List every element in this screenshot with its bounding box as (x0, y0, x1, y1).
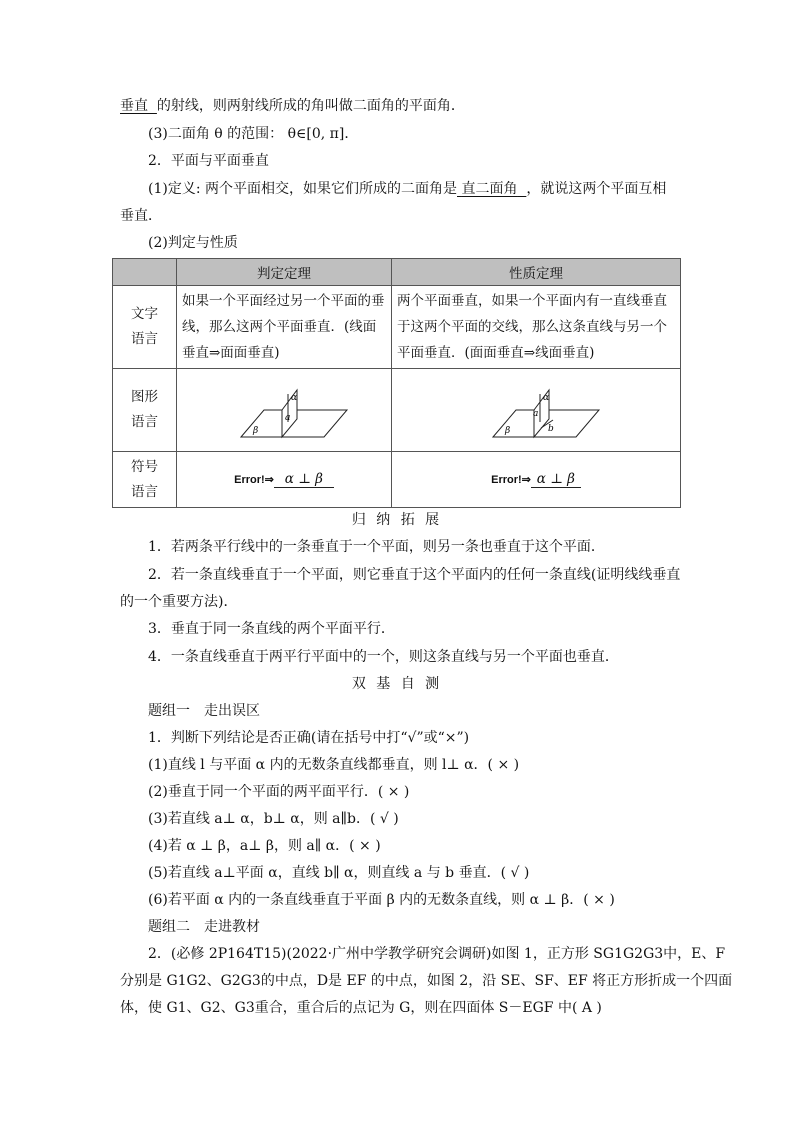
question-2-line-2: 分别是 G1G2、G2G3的中点，D是 EF 的中点，如图 2，沿 SE、SF、EF 将正方形折成一个四面 (120, 973, 733, 989)
question-1: 1．判断下列结论是否正确(请在括号中打“√”或“×”) (148, 730, 470, 746)
symbol-answer: α ⊥ β (531, 471, 581, 488)
q1-item-3: (3)若直线 a⊥ α，b⊥ α，则 a∥b．( √ ) (148, 811, 399, 827)
label-a: a (285, 413, 291, 423)
label-beta: β (505, 426, 511, 436)
question-2-line-3: 体，使 G1、G2、G3重合，重合后的点记为 G，则在四面体 S－EGF 中( A ) (120, 1000, 602, 1016)
header-property: 性质定理 (392, 259, 681, 286)
table-row-figure (113, 369, 681, 452)
label-beta: β (253, 426, 259, 436)
label-part: 语言 (131, 483, 158, 500)
row-label-text (113, 286, 177, 369)
figure-judgement (177, 369, 392, 452)
figure-property (392, 369, 681, 452)
table-row-text (113, 286, 681, 369)
error-text: Error!⇒ (234, 474, 274, 486)
q1-item-6: (6)若平面 α 内的一条直线垂直于平面 β 内的无数条直线，则 α ⊥ β．( × ) (148, 892, 615, 908)
row-label-figure (113, 369, 177, 452)
symbol-answer: α ⊥ β (274, 471, 334, 488)
label-alpha: α (543, 393, 550, 403)
error-text: Error!⇒ (491, 474, 531, 486)
induction-item-1: 1．若两条平行线中的一条垂直于一个平面，则另一条也垂直于这个平面． (148, 539, 605, 555)
row-label-symbol (113, 452, 177, 508)
induction-item-3: 3．垂直于同一条直线的两个平面平行． (148, 621, 395, 637)
table-header-row (113, 259, 681, 286)
q1-item-5: (5)若直线 a⊥平面 α，直线 b∥ α，则直线 a 与 b 垂直．( √ ) (148, 865, 530, 881)
label-b: b (548, 424, 554, 434)
theorem-table (112, 258, 681, 508)
cell-property-text: 两个平面垂直，如果一个平面内有一直线垂直于这两个平面的交线，那么这条直线与另一个平面垂直．(面面垂直⇒线面垂直) (392, 286, 681, 369)
intro-text: (1)定义: 两个平面相交，如果它们所成的二面角是 (148, 181, 457, 197)
symbol-judgement (177, 452, 392, 508)
induction-item-2-cont: 的一个重要方法)． (120, 594, 238, 610)
intro-line-2: (3)二面角 θ 的范围： θ∈[0, π]． (148, 126, 359, 142)
label-part: 图形 (131, 389, 158, 405)
induction-item-4: 4．一条直线垂直于两平行平面中的一个，则这条直线与另一个平面也垂直． (148, 649, 619, 665)
intro-line-5: 垂直． (120, 208, 162, 224)
group-2-title: 题组二 走进教材 (148, 919, 260, 935)
label-part: 符号 (131, 458, 158, 475)
header-judgement: 判定定理 (177, 259, 392, 286)
blank-answer: 垂直 (120, 98, 148, 114)
group-1-title: 题组一 走出误区 (148, 703, 260, 719)
section-title-induction: 归 纳 拓 展 (351, 512, 443, 528)
intro-line-4 (148, 179, 666, 199)
intro-line-6: (2)判定与性质 (148, 235, 238, 251)
label-part: 文字 (131, 306, 158, 322)
intro-line-1 (120, 96, 465, 116)
plane-figure-2 (471, 372, 601, 444)
cell-judgement-text: 如果一个平面经过另一个平面的垂线，那么这两个平面垂直．(线面垂直⇒面面垂直) (177, 286, 392, 369)
label-part: 语言 (131, 414, 158, 430)
q1-item-2: (2)垂直于同一个平面的两平面平行．( × ) (148, 784, 410, 800)
header-empty (113, 259, 177, 286)
q1-item-1: (1)直线 l 与平面 α 内的无数条直线都垂直，则 l⊥ α．( × ) (148, 757, 520, 773)
symbol-property (392, 452, 681, 508)
intro-text: ，就说这两个平面互相 (526, 181, 667, 197)
label-alpha: α (291, 393, 298, 403)
intro-text: 的射线，则两射线所成的角叫做二面角的平面角． (156, 98, 465, 114)
q1-item-4: (4)若 α ⊥ β，a⊥ β，则 a∥ α．( × ) (148, 838, 381, 854)
label-a: a (533, 409, 539, 419)
blank-answer: 直二面角 (461, 181, 518, 197)
induction-item-2: 2．若一条直线垂直于一个平面，则它垂直于这个平面内的任何一条直线(证明线线垂直 (148, 567, 681, 583)
section-title-selftest: 双 基 自 测 (351, 676, 443, 692)
table-row-symbol (113, 452, 681, 508)
label-part: 语言 (131, 331, 158, 347)
intro-line-3: 2．平面与平面垂直 (148, 153, 269, 169)
question-2-line-1: 2．(必修 2P164T15)(2022·广州中学教学研究会调研)如图 1，正方形 SG1G2G3中，E、F (148, 946, 726, 962)
plane-figure-1 (219, 372, 349, 444)
